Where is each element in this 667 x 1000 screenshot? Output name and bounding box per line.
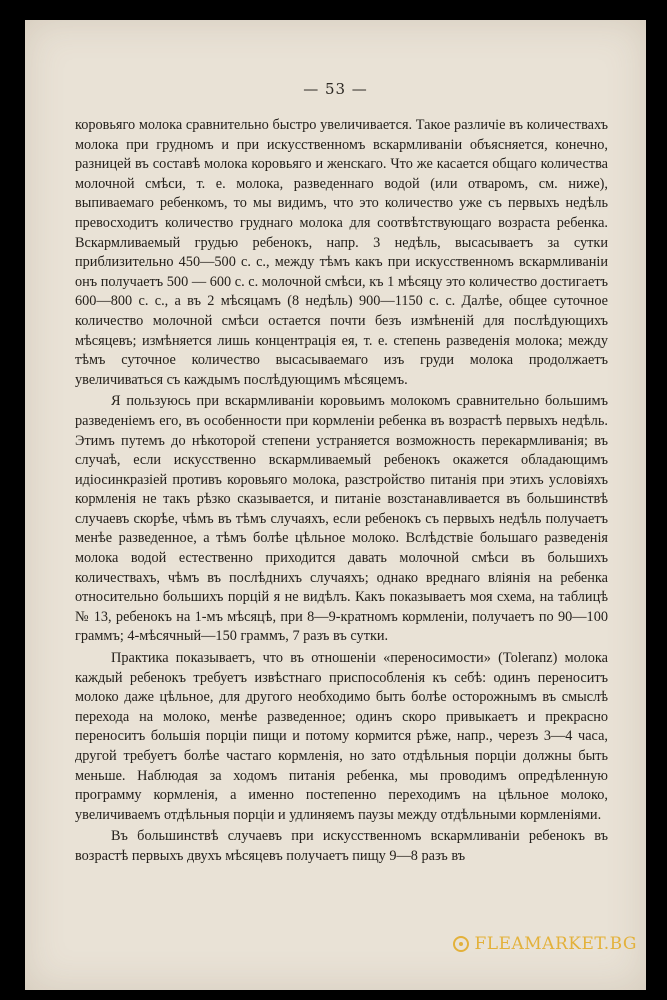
watermark-logo — [453, 934, 638, 954]
paragraph-1: коровьяго молока сравнительно быстро увеличивается. Такое различіе въ количествахъ молока при грудномъ и при искусственномъ вскармливаніи объясняется, конечно, разницей въ составѣ молока коровьяго и женскаго. Что же касается общаго количества молочной смѣси, т. е. молока, разведеннаго водой (или отваромъ, см. ниже), выпиваемаго ребенкомъ, то мы видимъ, что это количество уже съ первыхъ недѣль превосходитъ количество груднаго молока для соотвѣтствующаго возраста ребенка. Вскармливаемый грудью ребенокъ, напр. 3 недѣль, высасываетъ за сутки приблизительно 450—500 c. c., между тѣмъ какъ при искусственномъ вскармливаніи онъ получаетъ 500 — 600 c. c. молочной смѣси, къ 1 мѣсяцу это количество достигаетъ 600—800 c. c., а въ 2 мѣсяцамъ (8 недѣль) 900—1150 c. c. Далѣе, общее суточное количество молочной смѣси остается почти безъ измѣненій для послѣдующихъ мѣсяцевъ; измѣняется лишь концентрація ея, т. е. степень разведенія молока; между тѣмъ суточное количество высасываемаго изъ груди молока продолжаетъ увеличиваться съ каждымъ послѣдующимъ мѣсяцемъ. — [75, 117, 608, 388]
watermark-text: FLEAMARKET.BG — [474, 934, 637, 954]
coin-icon — [453, 936, 469, 952]
paragraph-3: Практика показываетъ, что въ отношеніи «переносимости» (Toleranz) молока каждый ребенокъ требуетъ извѣстнаго приспособленія къ себѣ: одинъ переноситъ молоко даже цѣльное, для другого необходимо быть болѣе осторожнымъ въ смыслѣ перехода на молоко, менѣе разведенное; одинъ скоро привыкаетъ и прекрасно переноситъ большія порціи пищи и потому кормится рѣже, напр., черезъ 3—4 часа, другой требуетъ болѣе частаго кормленія, но зато отдѣльныя порціи должны быть меньше. Наблюдая за ходомъ питанія ребенка, мы проводимъ опредѣленную программу кормленія, а именно постепенно переходимъ на цѣльное молоко, увеличиваемъ отдѣльныя порціи и удлиняемъ паузы между отдѣльными кормленіями. — [75, 650, 608, 823]
paragraph-4: Въ большинствѣ случаевъ при искусственномъ вскармливаніи ребенокъ въ возрастѣ первыхъ двухъ мѣсяцевъ получаетъ пищу 9—8 разъ въ — [75, 828, 608, 864]
paragraph-2: Я пользуюсь при вскармливаніи коровьимъ молокомъ сравнительно большимъ разведеніемъ его, въ особенности при кормленіи ребенка въ возрастѣ первыхъ недѣль. Этимъ путемъ до нѣкоторой степени устраняется возможность перекармливанія; въ случаѣ, если искусственно вскармливаемый ребенокъ окажется обладающимъ идіосинкразіей противъ коровьяго молока, разстройство питанія при этихъ условіяхъ кормленія не такъ рѣзко сказывается, и питаніе возстанавливается въ большинствѣ случаевъ скорѣе, чѣмъ въ тѣмъ случаяхъ, если ребенокъ съ первыхъ недѣль получаетъ менѣе разведенное, а тѣмъ болѣе цѣльное молоко. Вслѣдствіе большаго разведенія молока водой естественно приходится давать молочной смѣси въ большихъ количествахъ, чѣмъ въ послѣднихъ случаяхъ; однако вреднаго вліянія на ребенка относительно большихъ порцій я не видѣлъ. Какъ показываетъ моя схема, на таблицѣ № 13, ребенокъ на 1-мъ мѣсяцѣ, при 8—9-кратномъ кормленіи, получаетъ по 90—100 граммъ; 4-мѣсячный—150 граммъ, 7 разъ въ сутки. — [75, 393, 608, 645]
body-text — [75, 116, 608, 867]
page-number: — 53 — — [303, 80, 368, 98]
book-page — [25, 20, 646, 990]
